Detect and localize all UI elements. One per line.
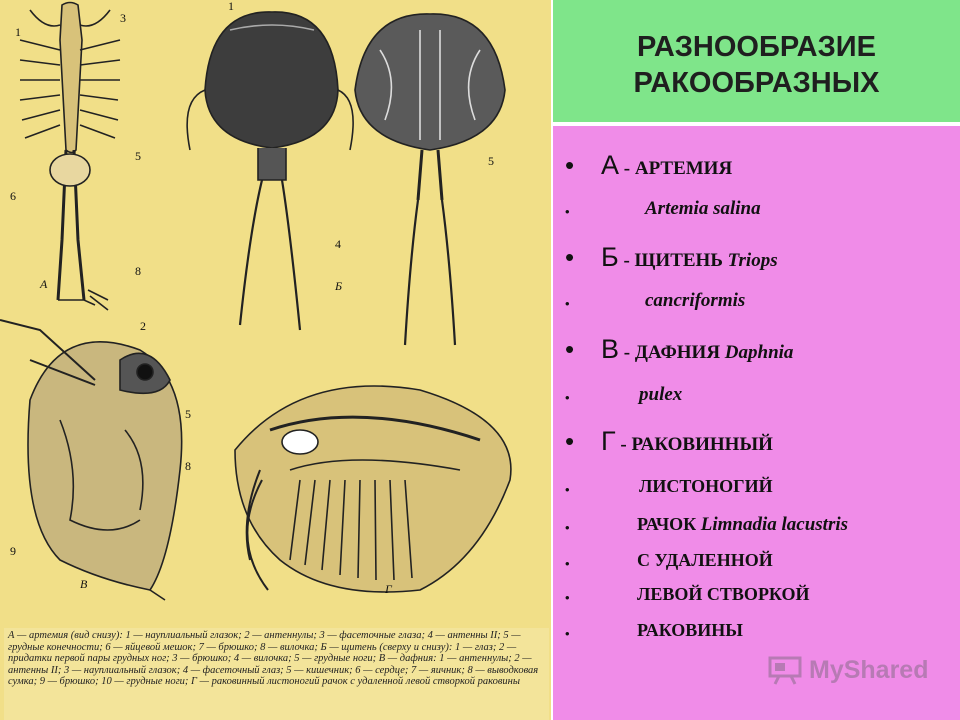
slide-title: РАЗНООБРАЗИЕ РАКООБРАЗНЫХ: [633, 31, 880, 99]
callout-number: 2: [140, 319, 146, 333]
limnadia-drawing: [235, 386, 511, 592]
list-item-text: [601, 334, 793, 365]
callout-number: 1: [15, 25, 21, 39]
triops-bottom-drawing: [355, 14, 505, 345]
list-item-text: [601, 426, 773, 457]
bullet-icon: •: [565, 520, 570, 535]
list-item-latin-name: cancriformis: [645, 290, 746, 311]
list-item-text: [639, 384, 682, 406]
watermark: [767, 655, 928, 685]
list-item-name: - ЩИТЕНЬ: [618, 250, 728, 271]
title-banner: [553, 0, 960, 126]
callout-number: 8: [185, 459, 191, 473]
callout-number: 3: [120, 11, 126, 25]
list-item-letter: Г: [601, 426, 616, 456]
bullet-icon: •: [565, 590, 570, 605]
list-item-text: [637, 550, 773, 571]
list-item-name: - ДАФНИЯ: [619, 342, 725, 363]
list-item-name: - АРТЕМИЯ: [619, 158, 733, 179]
bullet-icon: •: [565, 150, 575, 180]
callout-number: 1: [228, 0, 234, 13]
list-item-text: [637, 620, 743, 641]
list-item-latin-name: Daphnia: [724, 342, 794, 363]
list-item-latin-name: Triops: [727, 250, 778, 271]
callout-number: 6: [10, 189, 16, 203]
list-item-text: [601, 150, 732, 181]
watermark-text: MyShared: [809, 655, 929, 684]
bullet-icon: •: [565, 390, 570, 405]
callout-number: 9: [10, 544, 16, 558]
list-item-name: ЛИСТОНОГИЙ: [639, 476, 773, 496]
bullet-icon: •: [565, 242, 575, 272]
list-item-name: - РАКОВИННЫЙ: [615, 434, 773, 455]
list-item-name: РАКОВИНЫ: [637, 620, 743, 640]
panel-label: Б: [335, 279, 343, 293]
list-item-name: ЛЕВОЙ СТВОРКОЙ: [637, 584, 810, 604]
bullet-icon: •: [565, 482, 570, 497]
daphnia-drawing: [0, 320, 182, 600]
panel-label: В: [80, 577, 88, 591]
list-item-name: С УДАЛЕННОЙ: [637, 550, 773, 570]
bullet-icon: •: [565, 626, 570, 641]
list-item-text: [637, 514, 848, 536]
list-item-latin-name: Artemia salina: [645, 198, 761, 219]
callout-number: 5: [135, 149, 141, 163]
bullet-icon: •: [565, 204, 570, 219]
presentation-board-icon: [767, 655, 803, 685]
list-item-letter: Б: [601, 242, 619, 272]
artemia-drawing: [20, 3, 120, 311]
list-item-latin-name: pulex: [639, 384, 683, 405]
panel-label: А: [40, 277, 48, 291]
bullet-icon: •: [565, 334, 575, 364]
list-item-latin-name: Limnadia lacustris: [700, 514, 849, 535]
list-item-text: [637, 584, 810, 605]
list-item-letter: А: [601, 150, 620, 180]
callout-number: 4: [335, 237, 341, 251]
list-item-text: [639, 476, 773, 497]
bullet-icon: •: [565, 296, 570, 311]
callout-number: 8: [135, 264, 141, 278]
triops-top-drawing: [187, 12, 353, 330]
bullet-icon: •: [565, 556, 570, 571]
figure-caption: А — артемия (вид снизу): 1 — науплиальный глазок; 2 — антеннулы; 3 — фасеточные глаза; 4 — антенны II; 5 — грудные конечности; 6 — яйцевой мешок; 7 — брюшко; 8 — вилочка; Б — щитень (сверху и снизу): 1 — глаз; 2 — придатки первой пары грудных ног; 3 — брюшко; 4 — вилочка; 5 — грудные ноги; В — дафния: 1 — антеннулы; 2 — антенны II; 3 — науплиальный глазок; 4 — фасеточный глаз; 5 — кишечник; 6 — сердце; 7 — яичник; 8 — выводковая сумка; 9 — брюшко; 10 — грудные ноги; Г — раковинный листоногий рачок с удаленной левой створкой раковины: [4, 628, 549, 720]
list-item-text: [601, 242, 778, 273]
list-item-text: [645, 290, 745, 312]
callout-number: 5: [185, 407, 191, 421]
bullet-icon: •: [565, 426, 575, 456]
callout-number: 5: [488, 154, 494, 168]
list-item-text: [645, 198, 761, 220]
list-item-letter: В: [601, 334, 620, 364]
panel-label: Г: [385, 582, 392, 596]
list-item-name: РАЧОК: [637, 514, 701, 534]
content-panel: [553, 126, 960, 720]
